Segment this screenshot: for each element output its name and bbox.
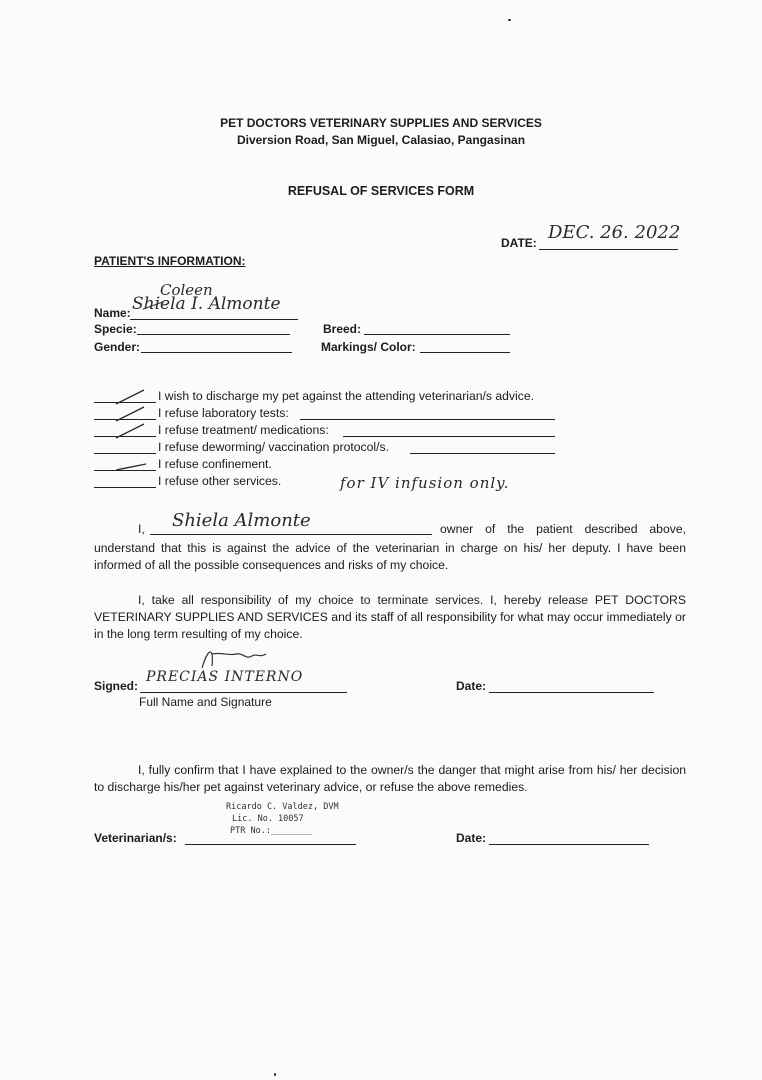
statement-paragraph-1: understand that this is against the advice of the veterinarian in charge on his/ her deputy. I have been informed of all the possible consequences and risks of my choice.: [94, 541, 686, 572]
statement-paragraph-2: [94, 592, 686, 643]
vet-stamp-license: Lic. No. 10057: [232, 814, 304, 824]
statement-paragraph-2-text: I, take all responsibility of my choice to terminate services. I, hereby release PET DOCTORS VETERINARY SUPPLIES AND SERVICES and its staff of all responsibility for what may occur immediately or in the long term resulting of my choice.: [94, 593, 686, 641]
check-mark-icon: [112, 405, 152, 423]
markings-line: [420, 352, 510, 353]
vet-stamp-name: Ricardo C. Valdez, DVM: [226, 802, 339, 812]
name-line: [130, 319, 298, 320]
option-fill-line[interactable]: [343, 436, 555, 437]
signature-scribble: [196, 644, 276, 674]
option-label: I refuse confinement.: [158, 457, 272, 471]
breed-line: [364, 334, 510, 335]
option-label: I refuse deworming/ vaccination protocol/s.: [158, 440, 389, 454]
signature-date-label: Date:: [456, 679, 487, 693]
veterinarian-label: Veterinarian/s:: [94, 831, 177, 845]
vet-date-line: [489, 844, 649, 845]
signature-date-line: [489, 692, 654, 693]
option-fill-line[interactable]: [300, 419, 555, 420]
vet-date-label: Date:: [456, 831, 487, 845]
specie-line: [137, 334, 290, 335]
scan-speck: [508, 19, 511, 21]
signature-line: [140, 692, 347, 693]
scan-speck: [274, 1073, 276, 1076]
markings-label: Markings/ Color:: [321, 340, 416, 354]
vet-confirmation-paragraph: [94, 762, 686, 796]
date-line: [539, 249, 678, 250]
vet-stamp-ptr: PTR No.:________: [230, 826, 312, 836]
patient-section-title: PATIENT'S INFORMATION:: [94, 254, 246, 268]
name-correction-handwritten: Coleen: [160, 281, 213, 299]
check-mark-icon: [112, 422, 152, 440]
specie-label: Specie:: [94, 322, 137, 336]
owner-name-line: [150, 534, 432, 535]
other-services-handwritten: for IV infusion only.: [340, 474, 510, 492]
option-checkbox-line[interactable]: [94, 487, 156, 488]
signed-label: Signed:: [94, 679, 138, 693]
organization-name: PET DOCTORS VETERINARY SUPPLIES AND SERVICES: [220, 116, 542, 130]
signature-caption: Full Name and Signature: [139, 695, 272, 709]
option-checkbox-line[interactable]: [94, 453, 156, 454]
owner-name-handwritten: Shiela Almonte: [172, 510, 311, 531]
option-label: I refuse laboratory tests:: [158, 406, 289, 420]
signature-handwritten: PRECIAS INTERNO: [146, 669, 304, 685]
name-label: Name:: [94, 306, 131, 320]
check-mark-icon: [112, 456, 152, 474]
option-label: I refuse other services.: [158, 474, 282, 488]
gender-label: Gender:: [94, 340, 141, 354]
veterinarian-line: [185, 844, 356, 845]
date-label: DATE:: [501, 236, 537, 250]
owner-prefix: I,: [138, 522, 145, 536]
gender-line: [141, 352, 292, 353]
name-handwritten: Shiela I. Almonte: [132, 294, 281, 314]
option-label: I wish to discharge my pet against the attending veterinarian/s advice.: [158, 389, 534, 403]
check-mark-icon: [112, 388, 152, 406]
organization-address: Diversion Road, San Miguel, Calasiao, Pangasinan: [236, 133, 526, 147]
option-label: I refuse treatment/ medications:: [158, 423, 329, 437]
form-title: REFUSAL OF SERVICES FORM: [287, 184, 475, 198]
date-handwritten: DEC. 26. 2022: [548, 222, 681, 243]
breed-label: Breed:: [323, 322, 362, 336]
vet-confirmation-text: I, fully confirm that I have explained to the owner/s the danger that might arise from his/ her decision to discharge his/her pet against veterinary advice, or refuse the above remedies.: [94, 763, 686, 794]
owner-suffix: owner of the patient described above,: [440, 522, 686, 536]
option-fill-line[interactable]: [410, 453, 555, 454]
